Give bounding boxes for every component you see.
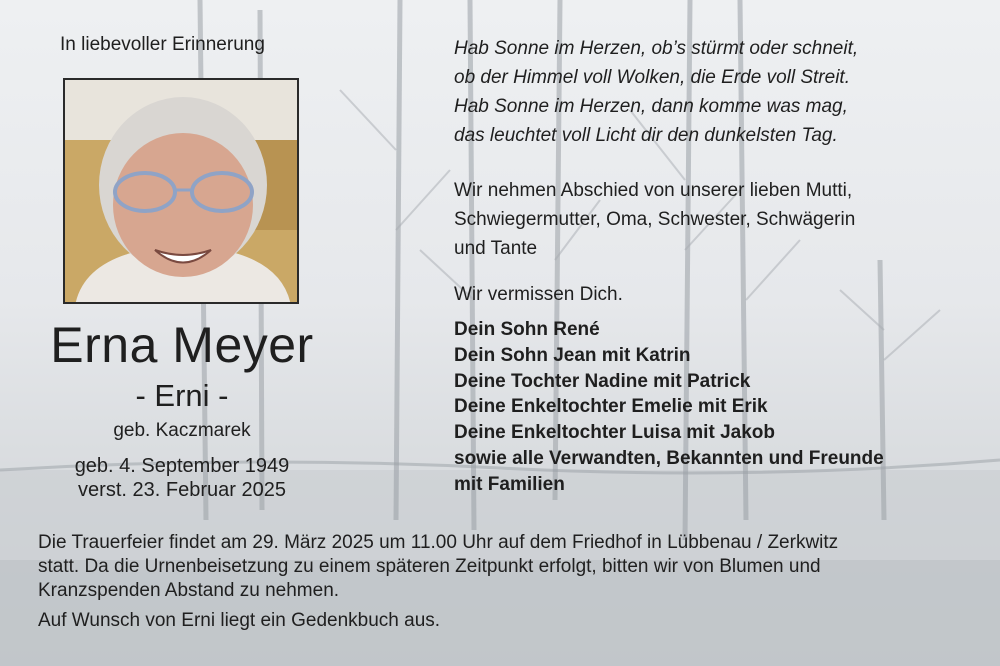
birth-name: geb. Kaczmarek	[113, 420, 251, 441]
mourner: mit Familien	[454, 473, 565, 495]
poem	[454, 34, 858, 150]
mourner: Dein Sohn René	[454, 319, 600, 340]
mourner: Dein Sohn Jean mit Katrin	[454, 344, 691, 366]
farewell-text	[454, 176, 855, 263]
ceremony-line: statt. Da die Urnenbeisetzung zu einem späteren Zeitpunkt erfolgt, bitten wir von Blumen und	[38, 556, 821, 577]
mourner: sowie alle Verwandten, Bekannten und Freunde	[454, 447, 884, 469]
ceremony-line: Die Trauerfeier findet am 29. März 2025 um 11.00 Uhr auf dem Friedhof in Lübbenau / Zerkwitz	[38, 532, 839, 553]
ceremony-info	[38, 531, 978, 633]
deceased-name: Erna Meyer	[50, 317, 314, 373]
farewell-line: und Tante	[454, 238, 538, 259]
mourners-list	[454, 317, 884, 498]
poem-line: Hab Sonne im Herzen, dann komme was mag,	[454, 96, 848, 117]
nickname: - Erni -	[135, 378, 229, 413]
death-date: verst. 23. Februar 2025	[78, 479, 286, 501]
ceremony-line: Kranzspenden Abstand zu nehmen.	[38, 580, 340, 601]
miss-you-text: Wir vermissen Dich.	[454, 284, 623, 305]
portrait-photo	[63, 78, 299, 304]
farewell-line: Wir nehmen Abschied von unserer lieben Mutti,	[454, 180, 853, 201]
farewell-line: Schwiegermutter, Oma, Schwester, Schwägerin	[454, 209, 856, 230]
mourner: Deine Tochter Nadine mit Patrick	[454, 370, 751, 392]
birth-date: geb. 4. September 1949	[74, 455, 290, 477]
mourner: Deine Enkeltochter Emelie mit Erik	[454, 396, 768, 418]
mourner: Deine Enkeltochter Luisa mit Jakob	[454, 422, 775, 444]
poem-line: das leuchtet voll Licht dir den dunkelsten Tag.	[454, 125, 838, 146]
poem-line: Hab Sonne im Herzen, ob’s stürmt oder schneit,	[454, 38, 859, 59]
guestbook-note: Auf Wunsch von Erni liegt ein Gedenkbuch aus.	[38, 610, 441, 631]
life-dates	[0, 454, 364, 502]
intro-text: In liebevoller Erinnerung	[60, 34, 265, 55]
poem-line: ob der Himmel voll Wolken, die Erde voll Streit.	[454, 67, 850, 88]
